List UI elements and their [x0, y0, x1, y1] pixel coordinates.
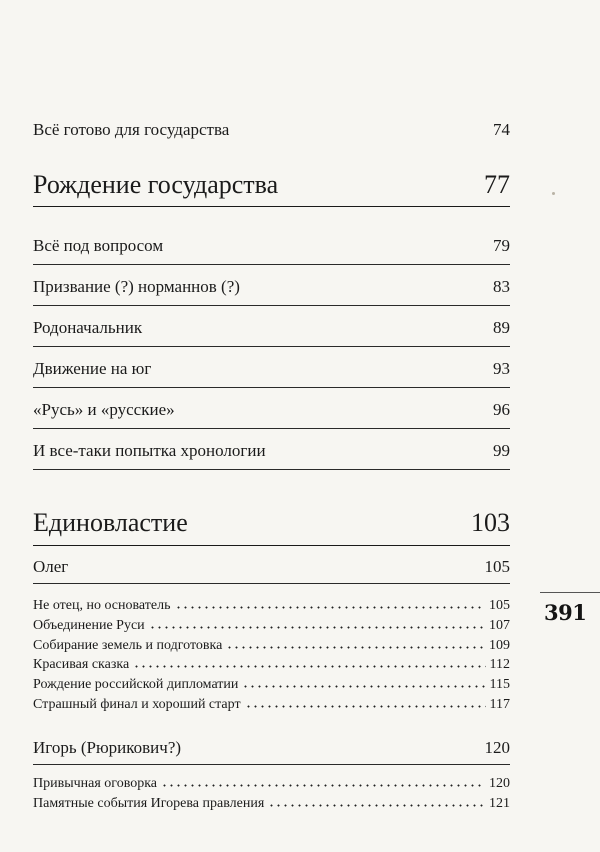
toc-entry-page: 74: [493, 120, 510, 139]
toc-subentry: [33, 677, 510, 693]
folio-rule: [540, 592, 600, 593]
toc-subentry-page: 120: [489, 776, 510, 791]
chapter-rule: [33, 545, 510, 546]
toc-section: [33, 557, 510, 577]
toc-subentry: [33, 598, 510, 614]
toc-chapter-heading: [33, 170, 510, 200]
toc-section-title: Игорь (Рюрикович?): [33, 738, 182, 757]
toc-entry: [33, 236, 510, 256]
dot-leader: [161, 783, 485, 787]
entry-rule: [33, 305, 510, 306]
toc-entry-page: 93: [493, 359, 510, 378]
toc-entry-title: Всё готово для государства: [33, 120, 230, 139]
toc-section-title: Олег: [33, 557, 69, 576]
dot-leader: [175, 605, 486, 609]
toc-section-page: 105: [484, 557, 510, 576]
toc-chapter-title: Единовластие: [33, 508, 188, 537]
toc-chapter-page: 103: [471, 508, 510, 537]
dot-leader: [133, 664, 485, 668]
toc-entry: [33, 120, 510, 140]
toc-entry-title: Родоначальник: [33, 318, 143, 337]
toc-subentry: [33, 697, 510, 713]
dot-leader: [149, 625, 485, 629]
toc-entry-page: 89: [493, 318, 510, 337]
toc-entry-title: «Русь» и «русские»: [33, 400, 175, 419]
toc-subentry: [33, 657, 510, 673]
paper-speck: [552, 192, 555, 195]
toc-subentry-title: Красивая сказка: [33, 657, 130, 672]
toc-section-page: 120: [484, 738, 510, 757]
entry-rule: [33, 469, 510, 470]
entry-rule: [33, 264, 510, 265]
toc-subentry: [33, 638, 510, 654]
entry-rule: [33, 346, 510, 347]
toc-entry-title: И все-таки попытка хронологии: [33, 441, 266, 460]
toc-entry: [33, 400, 510, 420]
toc-entry: [33, 359, 510, 379]
toc-subentry-title: Рождение российской дипломатии: [33, 677, 239, 692]
chapter-rule: [33, 206, 510, 207]
toc-subentry-page: 121: [489, 796, 510, 811]
toc-subentry-title: Объединение Руси: [33, 618, 145, 633]
toc-subentry-title: Привычная оговорка: [33, 776, 158, 791]
toc-subentry-page: 109: [489, 638, 510, 653]
toc-subentry-title: Памятные события Игорева правления: [33, 796, 265, 811]
toc-subentry: [33, 796, 510, 812]
toc-entry-title: Всё под вопросом: [33, 236, 164, 255]
page-number: 391: [544, 600, 587, 625]
dot-leader: [226, 645, 485, 649]
toc-chapter-page: 77: [484, 170, 510, 199]
toc-subentry-title: Не отец, но основатель: [33, 598, 171, 613]
toc-subentry: [33, 618, 510, 634]
toc-entry-page: 99: [493, 441, 510, 460]
toc-subentry-page: 115: [489, 677, 510, 692]
section-rule: [33, 583, 510, 584]
toc-entry: [33, 441, 510, 461]
dot-leader: [242, 684, 485, 688]
dot-leader: [245, 704, 486, 708]
toc-subentry-title: Страшный финал и хороший старт: [33, 697, 241, 712]
toc-subentry-title: Собирание земель и подготовка: [33, 638, 223, 653]
toc-entry: [33, 277, 510, 297]
toc-entry-page: 96: [493, 400, 510, 419]
toc-chapter-title: Рождение государства: [33, 170, 279, 199]
toc-entry: [33, 318, 510, 338]
toc-entry-title: Движение на юг: [33, 359, 152, 378]
dot-leader: [268, 803, 485, 807]
section-rule: [33, 764, 510, 765]
toc-subentry-page: 105: [489, 598, 510, 613]
toc-entry-title: Призвание (?) норманнов (?): [33, 277, 240, 296]
toc-section: [33, 738, 510, 758]
toc-chapter-heading: [33, 508, 510, 538]
entry-rule: [33, 387, 510, 388]
toc-subentry-page: 117: [489, 697, 510, 712]
toc-subentry-page: 107: [489, 618, 510, 633]
toc-entry-page: 79: [493, 236, 510, 255]
toc-subentry: [33, 776, 510, 792]
entry-rule: [33, 428, 510, 429]
toc-entry-page: 83: [493, 277, 510, 296]
toc-subentry-page: 112: [489, 657, 510, 672]
